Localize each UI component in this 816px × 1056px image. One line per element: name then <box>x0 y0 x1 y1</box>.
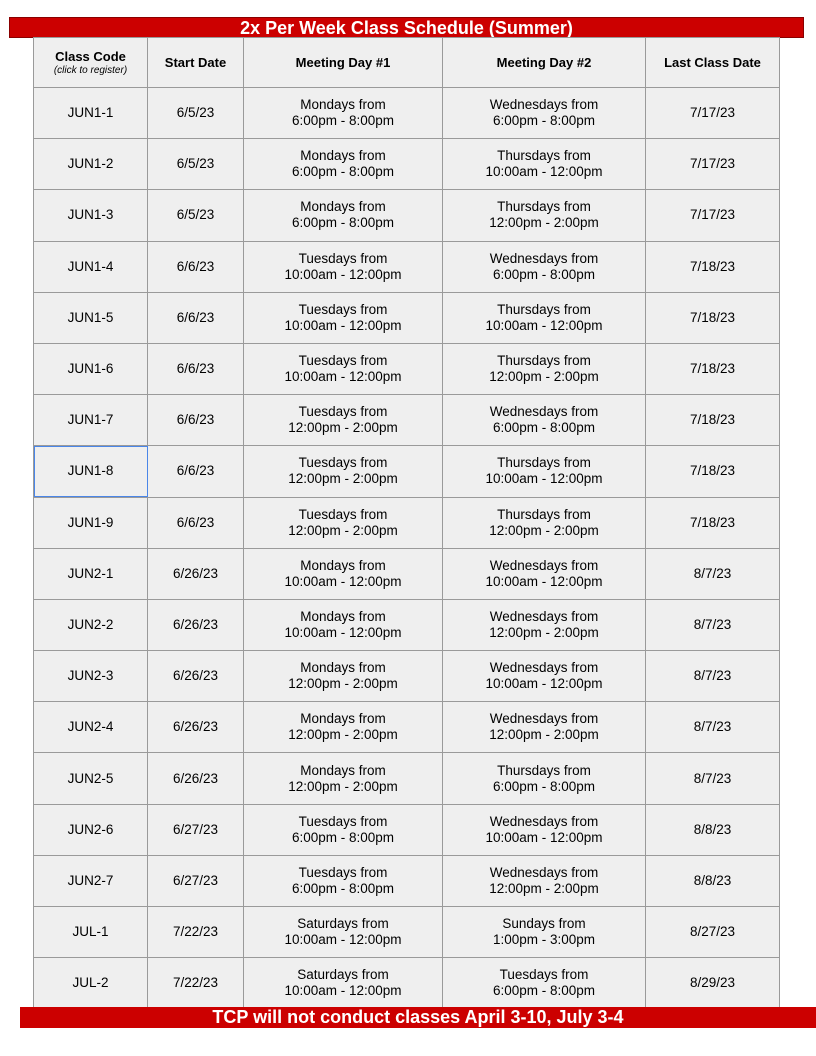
last-date-text: 8/7/23 <box>693 668 732 684</box>
last-class-date-cell <box>646 88 780 139</box>
meeting-2-day-text: Wednesdays from <box>489 660 599 676</box>
last-class-date-cell <box>646 292 780 343</box>
class-code-link[interactable] <box>34 497 148 548</box>
meeting-2-day-text: Tuesdays from <box>499 967 589 983</box>
meeting-day-1-cell <box>244 651 443 702</box>
table-row <box>34 88 780 139</box>
meeting-day-2-cell <box>443 548 646 599</box>
class-code-link[interactable] <box>34 190 148 241</box>
last-class-date-cell <box>646 446 780 497</box>
class-code-text[interactable]: JUN1-8 <box>67 463 114 479</box>
last-date-text: 7/17/23 <box>689 207 736 223</box>
table-row <box>34 907 780 958</box>
class-code-text[interactable]: JUN1-1 <box>67 105 114 121</box>
start-date-text: 6/26/23 <box>172 668 219 684</box>
meeting-2-time-text: 12:00pm - 2:00pm <box>489 880 599 896</box>
meeting-day-1-cell <box>244 907 443 958</box>
meeting-day-2-cell <box>443 855 646 906</box>
last-class-date-cell <box>646 548 780 599</box>
class-code-link[interactable] <box>34 88 148 139</box>
class-code-text[interactable]: JUL-1 <box>72 924 109 940</box>
table-row <box>34 190 780 241</box>
meeting-1-time-text: 12:00pm - 2:00pm <box>288 522 398 538</box>
start-date-cell <box>148 241 244 292</box>
meeting-2-time-text: 10:00am - 12:00pm <box>485 676 603 692</box>
meeting-1-day-text: Mondays from <box>300 97 386 113</box>
meeting-2-day-text: Wednesdays from <box>489 711 599 727</box>
meeting-2-time-text: 10:00am - 12:00pm <box>485 164 603 180</box>
meeting-day-2-cell <box>443 651 646 702</box>
last-class-date-cell <box>646 804 780 855</box>
meeting-day-1-cell <box>244 190 443 241</box>
meeting-1-time-text: 6:00pm - 8:00pm <box>291 164 395 180</box>
meeting-day-1-cell <box>244 599 443 650</box>
class-code-text[interactable]: JUN1-2 <box>67 156 114 172</box>
class-code-text[interactable]: JUN1-7 <box>67 412 114 428</box>
last-class-date-cell <box>646 907 780 958</box>
meeting-1-time-text: 10:00am - 12:00pm <box>284 266 402 282</box>
meeting-day-2-cell <box>443 446 646 497</box>
last-date-text: 7/18/23 <box>689 463 736 479</box>
class-code-text[interactable]: JUN2-5 <box>67 770 114 786</box>
meeting-2-day-text: Wednesdays from <box>489 608 599 624</box>
meeting-1-time-text: 6:00pm - 8:00pm <box>291 113 395 129</box>
table-row <box>34 804 780 855</box>
table-row <box>34 651 780 702</box>
start-date-text: 6/6/23 <box>176 412 215 428</box>
start-date-cell <box>148 497 244 548</box>
start-date-text: 6/5/23 <box>176 207 215 223</box>
table-row <box>34 343 780 394</box>
table-row <box>34 446 780 497</box>
last-class-date-cell <box>646 599 780 650</box>
start-date-cell <box>148 958 244 1009</box>
meeting-2-time-text: 12:00pm - 2:00pm <box>489 369 599 385</box>
start-date-text: 6/6/23 <box>176 361 215 377</box>
header-meeting-day-1: Meeting Day #1 <box>244 38 443 88</box>
meeting-day-1-cell <box>244 88 443 139</box>
meeting-2-time-text: 12:00pm - 2:00pm <box>489 624 599 640</box>
class-code-link[interactable] <box>34 292 148 343</box>
meeting-1-day-text: Tuesdays from <box>298 404 388 420</box>
start-date-text: 6/27/23 <box>172 821 219 837</box>
last-class-date-cell <box>646 702 780 753</box>
meeting-2-day-text: Wednesdays from <box>489 864 599 880</box>
class-code-text[interactable]: JUN1-4 <box>67 258 114 274</box>
class-code-link[interactable] <box>34 548 148 599</box>
table-row <box>34 753 780 804</box>
last-class-date-cell <box>646 958 780 1009</box>
meeting-2-day-text: Thursdays from <box>497 455 591 471</box>
meeting-day-1-cell <box>244 292 443 343</box>
meeting-day-1-cell <box>244 139 443 190</box>
meeting-1-day-text: Mondays from <box>300 762 386 778</box>
meeting-1-day-text: Tuesdays from <box>298 250 388 266</box>
class-code-text[interactable]: JUN2-2 <box>67 616 114 632</box>
last-date-text: 8/7/23 <box>693 565 732 581</box>
start-date-text: 6/26/23 <box>172 770 219 786</box>
last-date-text: 7/18/23 <box>689 309 736 325</box>
start-date-text: 6/26/23 <box>172 565 219 581</box>
start-date-text: 6/5/23 <box>176 105 215 121</box>
class-code-link[interactable] <box>34 958 148 1009</box>
start-date-cell <box>148 343 244 394</box>
last-class-date-cell <box>646 241 780 292</box>
meeting-day-2-cell <box>443 292 646 343</box>
meeting-2-time-text: 10:00am - 12:00pm <box>485 317 603 333</box>
meeting-1-day-text: Tuesdays from <box>298 506 388 522</box>
meeting-day-2-cell <box>443 958 646 1009</box>
start-date-text: 7/22/23 <box>172 924 219 940</box>
meeting-1-time-text: 12:00pm - 2:00pm <box>288 471 398 487</box>
meeting-day-2-cell <box>443 190 646 241</box>
table-row <box>34 958 780 1009</box>
class-code-link[interactable] <box>34 599 148 650</box>
last-date-text: 8/27/23 <box>689 924 736 940</box>
meeting-2-time-text: 6:00pm - 8:00pm <box>492 420 596 436</box>
meeting-2-time-text: 6:00pm - 8:00pm <box>492 778 596 794</box>
table-row <box>34 599 780 650</box>
meeting-1-time-text: 6:00pm - 8:00pm <box>291 880 395 896</box>
meeting-2-time-text: 6:00pm - 8:00pm <box>492 266 596 282</box>
class-code-text[interactable]: JUL-2 <box>72 975 109 991</box>
class-code-text[interactable]: JUN2-3 <box>67 668 114 684</box>
meeting-day-2-cell <box>443 241 646 292</box>
meeting-2-day-text: Wednesdays from <box>489 404 599 420</box>
start-date-text: 6/6/23 <box>176 463 215 479</box>
header-class-code-hint: (click to register) <box>53 64 128 76</box>
meeting-1-time-text: 12:00pm - 2:00pm <box>288 727 398 743</box>
meeting-day-2-cell <box>443 343 646 394</box>
start-date-cell <box>148 139 244 190</box>
class-code-text[interactable]: JUN2-7 <box>67 872 114 888</box>
last-date-text: 8/8/23 <box>693 872 732 888</box>
meeting-1-day-text: Tuesdays from <box>298 353 388 369</box>
last-date-text: 8/7/23 <box>693 616 732 632</box>
meeting-day-1-cell <box>244 855 443 906</box>
header-last-class-date: Last Class Date <box>646 38 780 88</box>
table-row <box>34 241 780 292</box>
meeting-2-day-text: Thursdays from <box>497 762 591 778</box>
table-row <box>34 139 780 190</box>
class-code-text[interactable]: JUN2-6 <box>67 821 114 837</box>
meeting-1-time-text: 6:00pm - 8:00pm <box>291 215 395 231</box>
start-date-cell <box>148 548 244 599</box>
class-code-text[interactable]: JUN1-9 <box>67 514 114 530</box>
table-row <box>34 548 780 599</box>
meeting-day-2-cell <box>443 497 646 548</box>
class-code-text[interactable]: JUN1-3 <box>67 207 114 223</box>
last-class-date-cell <box>646 651 780 702</box>
meeting-1-time-text: 10:00am - 12:00pm <box>284 932 402 948</box>
meeting-1-day-text: Saturdays from <box>297 916 389 932</box>
meeting-day-1-cell <box>244 395 443 446</box>
meeting-1-time-text: 12:00pm - 2:00pm <box>288 676 398 692</box>
meeting-day-1-cell <box>244 702 443 753</box>
class-code-text[interactable]: JUN2-4 <box>67 719 114 735</box>
meeting-1-time-text: 10:00am - 12:00pm <box>284 369 402 385</box>
start-date-text: 6/27/23 <box>172 872 219 888</box>
meeting-2-day-text: Wednesdays from <box>489 250 599 266</box>
meeting-1-day-text: Tuesdays from <box>298 864 388 880</box>
meeting-day-2-cell <box>443 753 646 804</box>
last-date-text: 8/7/23 <box>693 770 732 786</box>
last-date-text: 7/18/23 <box>689 361 736 377</box>
table-row <box>34 855 780 906</box>
meeting-2-time-text: 6:00pm - 8:00pm <box>492 983 596 999</box>
meeting-2-day-text: Thursdays from <box>497 199 591 215</box>
last-date-text: 7/17/23 <box>689 105 736 121</box>
meeting-1-time-text: 10:00am - 12:00pm <box>284 624 402 640</box>
start-date-cell <box>148 599 244 650</box>
start-date-cell <box>148 292 244 343</box>
meeting-day-1-cell <box>244 497 443 548</box>
last-class-date-cell <box>646 343 780 394</box>
meeting-day-1-cell <box>244 804 443 855</box>
meeting-1-time-text: 12:00pm - 2:00pm <box>288 420 398 436</box>
meeting-2-time-text: 1:00pm - 3:00pm <box>492 932 596 948</box>
start-date-text: 6/5/23 <box>176 156 215 172</box>
header-class-code <box>34 38 148 88</box>
class-code-link[interactable] <box>34 343 148 394</box>
meeting-1-time-text: 10:00am - 12:00pm <box>284 983 402 999</box>
meeting-day-2-cell <box>443 804 646 855</box>
meeting-2-day-text: Thursdays from <box>497 353 591 369</box>
meeting-day-1-cell <box>244 446 443 497</box>
meeting-2-day-text: Sundays from <box>502 916 586 932</box>
meeting-2-time-text: 12:00pm - 2:00pm <box>489 522 599 538</box>
meeting-day-2-cell <box>443 88 646 139</box>
meeting-day-2-cell <box>443 907 646 958</box>
start-date-cell <box>148 395 244 446</box>
start-date-cell <box>148 446 244 497</box>
closure-notice-banner: TCP will not conduct classes April 3-10, July 3-4 <box>20 1007 816 1028</box>
last-class-date-cell <box>646 139 780 190</box>
class-code-link[interactable] <box>34 241 148 292</box>
start-date-text: 6/6/23 <box>176 309 215 325</box>
meeting-day-1-cell <box>244 343 443 394</box>
table-row <box>34 292 780 343</box>
last-class-date-cell <box>646 753 780 804</box>
meeting-2-time-text: 10:00am - 12:00pm <box>485 829 603 845</box>
header-start-date: Start Date <box>148 38 244 88</box>
meeting-1-day-text: Mondays from <box>300 711 386 727</box>
table-row <box>34 702 780 753</box>
table-row <box>34 497 780 548</box>
class-code-text[interactable]: JUN1-6 <box>67 361 114 377</box>
meeting-day-1-cell <box>244 241 443 292</box>
meeting-2-time-text: 12:00pm - 2:00pm <box>489 727 599 743</box>
meeting-day-2-cell <box>443 139 646 190</box>
meeting-day-2-cell <box>443 395 646 446</box>
meeting-2-day-text: Wednesdays from <box>489 557 599 573</box>
class-code-text[interactable]: JUN1-5 <box>67 309 114 325</box>
table-row <box>34 395 780 446</box>
start-date-text: 7/22/23 <box>172 975 219 991</box>
meeting-1-day-text: Tuesdays from <box>298 301 388 317</box>
start-date-text: 6/26/23 <box>172 719 219 735</box>
meeting-1-time-text: 6:00pm - 8:00pm <box>291 829 395 845</box>
start-date-cell <box>148 702 244 753</box>
class-code-link[interactable] <box>34 753 148 804</box>
class-schedule-table <box>33 37 780 1009</box>
last-class-date-cell <box>646 190 780 241</box>
meeting-1-time-text: 10:00am - 12:00pm <box>284 317 402 333</box>
last-date-text: 7/18/23 <box>689 412 736 428</box>
schedule-title-banner: 2x Per Week Class Schedule (Summer) <box>9 17 804 38</box>
class-code-link[interactable] <box>34 446 148 497</box>
start-date-cell <box>148 753 244 804</box>
meeting-1-day-text: Mondays from <box>300 199 386 215</box>
meeting-2-time-text: 10:00am - 12:00pm <box>485 573 603 589</box>
start-date-cell <box>148 907 244 958</box>
class-code-link[interactable] <box>34 651 148 702</box>
meeting-1-time-text: 10:00am - 12:00pm <box>284 573 402 589</box>
class-code-link[interactable] <box>34 139 148 190</box>
start-date-text: 6/6/23 <box>176 514 215 530</box>
last-date-text: 7/18/23 <box>689 258 736 274</box>
meeting-2-day-text: Thursdays from <box>497 148 591 164</box>
class-code-link[interactable] <box>34 395 148 446</box>
header-class-code-label: Class Code <box>55 48 126 64</box>
schedule-body <box>34 88 780 1009</box>
meeting-1-day-text: Saturdays from <box>297 967 389 983</box>
last-date-text: 7/17/23 <box>689 156 736 172</box>
class-code-text[interactable]: JUN2-1 <box>67 565 114 581</box>
class-code-link[interactable] <box>34 804 148 855</box>
meeting-1-time-text: 12:00pm - 2:00pm <box>288 778 398 794</box>
last-class-date-cell <box>646 855 780 906</box>
class-code-link[interactable] <box>34 702 148 753</box>
meeting-1-day-text: Tuesdays from <box>298 455 388 471</box>
start-date-text: 6/26/23 <box>172 616 219 632</box>
last-date-text: 8/7/23 <box>693 719 732 735</box>
last-date-text: 8/29/23 <box>689 975 736 991</box>
meeting-day-1-cell <box>244 548 443 599</box>
meeting-1-day-text: Mondays from <box>300 660 386 676</box>
start-date-cell <box>148 88 244 139</box>
meeting-1-day-text: Mondays from <box>300 557 386 573</box>
last-class-date-cell <box>646 395 780 446</box>
meeting-2-day-text: Thursdays from <box>497 506 591 522</box>
meeting-day-2-cell <box>443 702 646 753</box>
meeting-1-day-text: Mondays from <box>300 608 386 624</box>
meeting-2-time-text: 12:00pm - 2:00pm <box>489 215 599 231</box>
meeting-2-time-text: 10:00am - 12:00pm <box>485 471 603 487</box>
meeting-day-1-cell <box>244 753 443 804</box>
meeting-day-2-cell <box>443 599 646 650</box>
start-date-cell <box>148 190 244 241</box>
class-code-link[interactable] <box>34 855 148 906</box>
last-class-date-cell <box>646 497 780 548</box>
header-meeting-day-2: Meeting Day #2 <box>443 38 646 88</box>
meeting-day-1-cell <box>244 958 443 1009</box>
last-date-text: 7/18/23 <box>689 514 736 530</box>
meeting-1-day-text: Tuesdays from <box>298 813 388 829</box>
start-date-cell <box>148 651 244 702</box>
meeting-1-day-text: Mondays from <box>300 148 386 164</box>
start-date-text: 6/6/23 <box>176 258 215 274</box>
start-date-cell <box>148 804 244 855</box>
class-code-link[interactable] <box>34 907 148 958</box>
meeting-2-day-text: Wednesdays from <box>489 813 599 829</box>
meeting-2-day-text: Thursdays from <box>497 301 591 317</box>
meeting-2-day-text: Wednesdays from <box>489 97 599 113</box>
last-date-text: 8/8/23 <box>693 821 732 837</box>
meeting-2-time-text: 6:00pm - 8:00pm <box>492 113 596 129</box>
header-row <box>34 38 780 88</box>
start-date-cell <box>148 855 244 906</box>
